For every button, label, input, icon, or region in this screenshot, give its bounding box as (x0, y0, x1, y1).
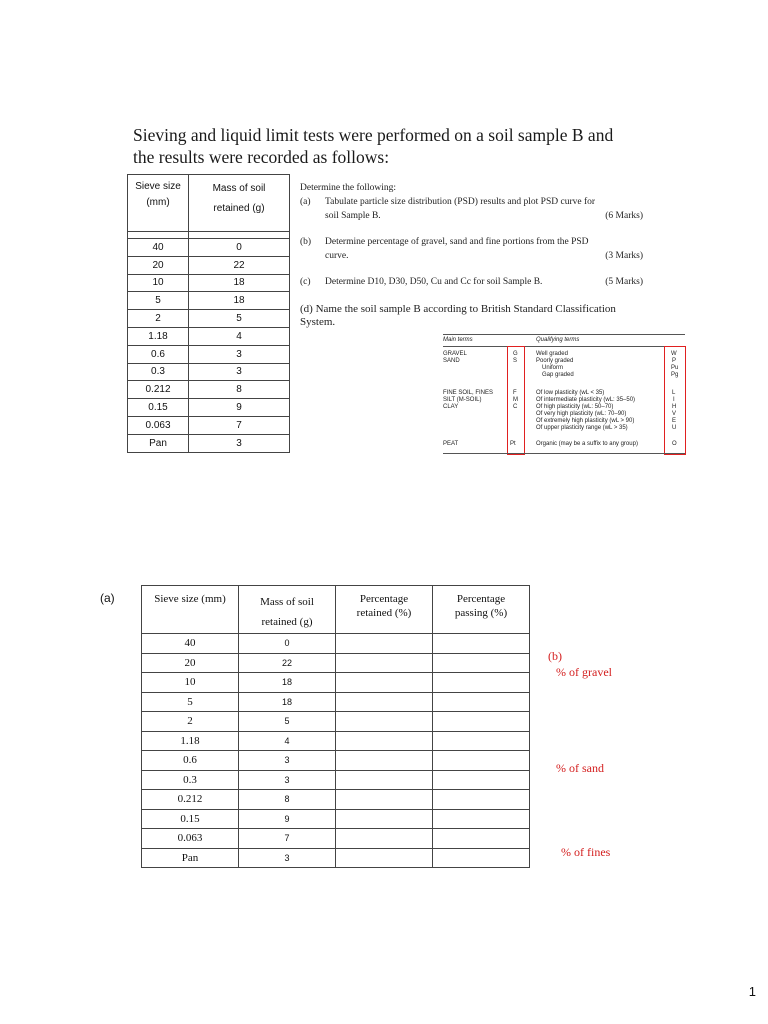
percent-retained-cell[interactable] (336, 829, 433, 849)
table-row: 10 18 (128, 274, 290, 292)
percent-passing-cell[interactable] (433, 848, 530, 868)
table-row: 20 22 (128, 256, 290, 274)
percent-retained-cell[interactable] (336, 653, 433, 673)
bs-classification-table: Main terms Qualifying terms GRAVEL SAND FINE SOIL, FINES SILT (M-SOIL) CLAY PEAT G S F M C Pt Well graded Poorly graded Uniform Gap graded Of low plasticity (wL < 35) Of intermediate plasticity (wL: 35–50) Of high plasticity (wL: 50–70) Of very high plasticity (wL: 70–90) Of extremely high plasticity (wL > 90) Of upper plasticity range (wL > 35) Organic (may be a suffix to any group) W P Pu Pg L I H V E U O (443, 334, 685, 454)
col-header-mass-retained: Mass of soil retained (g) (239, 586, 336, 634)
table-row: 0.6 3 (142, 751, 530, 771)
col-header-mass-retained: Mass of soil retained (g) (189, 175, 290, 232)
percent-retained-cell[interactable] (336, 634, 433, 654)
percent-retained-cell[interactable] (336, 809, 433, 829)
percent-passing-cell[interactable] (433, 790, 530, 810)
table-row: 0.15 9 (142, 809, 530, 829)
page-number: 1 (748, 984, 756, 999)
table-row: Pan 3 (142, 848, 530, 868)
table-row: 20 22 (142, 653, 530, 673)
bs-header-main: Main terms (443, 337, 473, 343)
table-row: 0.6 3 (128, 345, 290, 363)
percent-retained-cell[interactable] (336, 731, 433, 751)
table-row: 40 0 (128, 239, 290, 257)
bs-header-qualifying: Qualifying terms (536, 337, 580, 343)
question-b: (b) Determine percentage of gravel, sand and fine portions from the PSD curve. (3 Marks) (300, 237, 643, 261)
questions-intro: Determine the following: (300, 183, 397, 193)
table-row: 10 18 (142, 673, 530, 693)
table-row: 0.212 8 (128, 381, 290, 399)
question-a: (a) Tabulate particle size distribution (PSD) results and plot PSD curve for soil Sample B. (6 Marks) (300, 197, 643, 221)
table-row: 2 5 (128, 310, 290, 328)
question-d: (d) Name the soil sample B according to British Standard Classification System. (300, 303, 616, 328)
percent-retained-cell[interactable] (336, 712, 433, 732)
table-row: Pan 3 (128, 434, 290, 452)
percent-sand-label: % of sand (556, 761, 604, 775)
table-row: 40 0 (142, 634, 530, 654)
percent-passing-cell[interactable] (433, 829, 530, 849)
percent-passing-cell[interactable] (433, 692, 530, 712)
table-row: 2 5 (142, 712, 530, 732)
col-header-percent-passing: Percentage passing (%) (433, 586, 530, 634)
col-header-percent-retained: Percentage retained (%) (336, 586, 433, 634)
percent-retained-cell[interactable] (336, 770, 433, 790)
table-row: 1.18 4 (128, 327, 290, 345)
sieve-data-table (127, 174, 290, 453)
table-row: 5 18 (128, 292, 290, 310)
table-row: 0.212 8 (142, 790, 530, 810)
psd-answer-table (141, 585, 530, 868)
part-b-label: (b) (548, 649, 562, 663)
table-row: 0.3 3 (128, 363, 290, 381)
intro-line-1: Sieving and liquid limit tests were performed on a soil sample B and (133, 125, 614, 145)
percent-passing-cell[interactable] (433, 634, 530, 654)
questions-block (300, 181, 645, 329)
percent-fines-label: % of fines (561, 845, 611, 859)
percent-passing-cell[interactable] (433, 673, 530, 693)
percent-retained-cell[interactable] (336, 790, 433, 810)
percent-passing-cell[interactable] (433, 712, 530, 732)
table-row: 0.3 3 (142, 770, 530, 790)
table-row: 0.063 7 (128, 416, 290, 434)
table-row: 1.18 4 (142, 731, 530, 751)
percent-passing-cell[interactable] (433, 751, 530, 771)
question-c: (c) Determine D10, D30, D50, Cu and Cc for soil Sample B. (5 Marks) (300, 277, 643, 287)
table-row: 0.063 7 (142, 829, 530, 849)
percent-passing-cell[interactable] (433, 731, 530, 751)
percent-retained-cell[interactable] (336, 848, 433, 868)
percent-retained-cell[interactable] (336, 673, 433, 693)
percent-retained-cell[interactable] (336, 692, 433, 712)
col-header-sieve-size: Sieve size (mm) (128, 175, 189, 232)
intro-text (133, 124, 653, 168)
percent-passing-cell[interactable] (433, 653, 530, 673)
percent-gravel-label: % of gravel (556, 665, 612, 679)
table-row: 5 18 (142, 692, 530, 712)
percent-passing-cell[interactable] (433, 809, 530, 829)
intro-line-2: the results were recorded as follows: (133, 147, 390, 167)
col-header-sieve-size: Sieve size (mm) (142, 586, 239, 634)
part-a-label: (a) (100, 591, 115, 605)
percent-passing-cell[interactable] (433, 770, 530, 790)
table-row: 0.15 9 (128, 399, 290, 417)
percent-retained-cell[interactable] (336, 751, 433, 771)
